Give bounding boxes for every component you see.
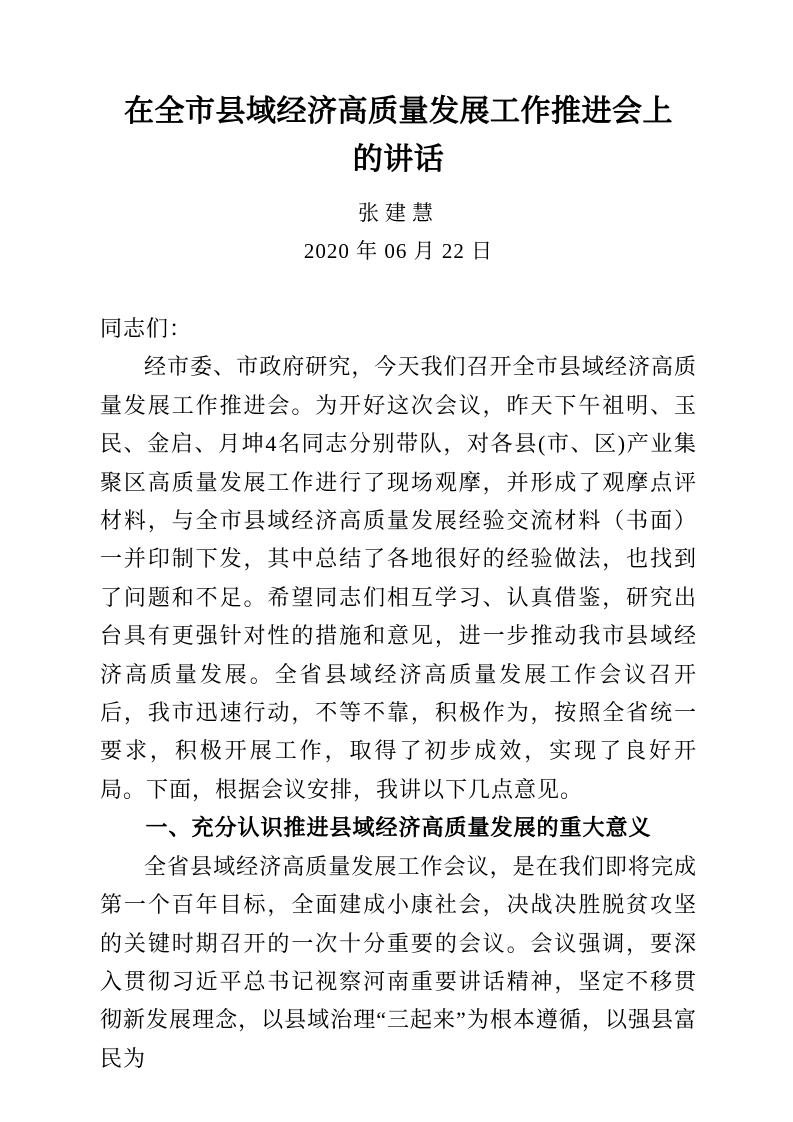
document-date: 2020 年 06 月 22 日 (303, 239, 494, 263)
salutation: 同志们： (100, 316, 193, 341)
document-title-line-1: 在全市县域经济高质量发展工作推进会上 (124, 95, 673, 128)
paragraph-section-1: 全省县域经济高质量发展工作会议，是在我们即将完成第一个百年目标，全面建成小康社会，决战决胜脱贫攻坚的关键时期召开的一次十分重要的会议。会议强调，要深入贯彻习近平总书记视察河南重要讲话精神，坚定不移贯彻新发展理念，以县域治理“三起来”为根本遵循，以强县富民为 (100, 853, 697, 1071)
author-byline: 张建慧 (358, 201, 439, 225)
document-title-line-2: 的讲话 (352, 143, 445, 176)
section-heading-1: 一、充分认识推进县域经济高质量发展的重大意义 (145, 815, 652, 841)
paragraph-opening: 经市委、市政府研究，今天我们召开全市县域经济高质量发展工作推进会。为开好这次会议，昨天下午祖明、玉民、金启、月坤4名同志分别带队，对各县(市、区)产业集聚区高质量发展工作进行了现场观摩，并形成了观摩点评材料，与全市县域经济高质量发展经验交流材料（书面）一并印制下发，其中总结了各地很好的经验做法，也找到了问题和不足。希望同志们相互学习、认真借鉴，研究出台具有更强针对性的措施和意见，进一步推动我市县域经济高质量发展。全省县域经济高质量发展工作会议召开后，我市迅速行动，不等不靠，积极作为，按照全省统一要求，积极开展工作，取得了初步成效，实现了良好开局。下面，根据会议安排，我讲以下几点意见。 (100, 354, 697, 802)
document-body (100, 310, 697, 1078)
document-title (100, 88, 697, 184)
